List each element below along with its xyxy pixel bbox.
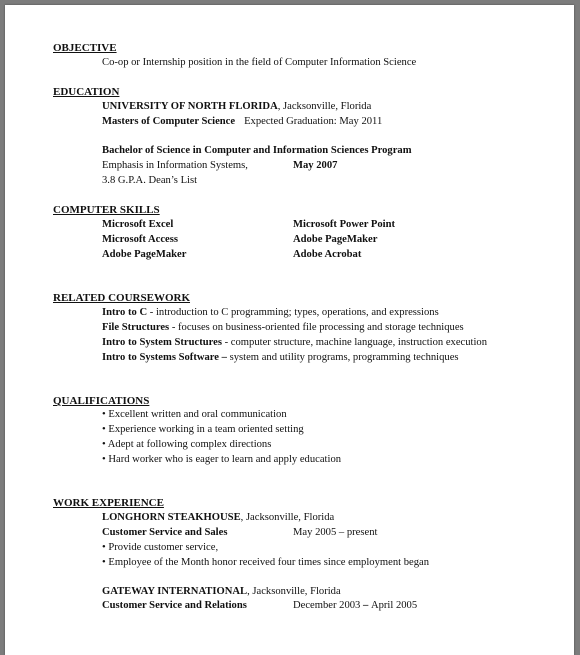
qualifications-heading: QUALIFICATIONS — [53, 395, 150, 407]
job2-date-separator: – — [360, 600, 371, 611]
coursework-item — [102, 336, 487, 350]
skills-heading: COMPUTER SKILLS — [53, 204, 160, 216]
skill-item: Microsoft Access — [102, 234, 178, 245]
course-description: system and utility programs, programming techniques — [226, 352, 459, 363]
job2-location: , Jacksonville, Florida — [247, 586, 341, 597]
course-description: - computer structure, machine language, instruction execution — [221, 337, 488, 348]
job1-dates: May 2005 – present — [293, 527, 378, 538]
qualification-item: • Excellent written and oral communication — [102, 409, 287, 420]
course-title: Intro to Systems Software – — [102, 352, 227, 363]
education-bachelor-date: May 2007 — [293, 160, 338, 171]
job2-employer-line — [102, 585, 341, 599]
education-heading: EDUCATION — [53, 86, 120, 98]
job2-employer: GATEWAY INTERNATIONAL — [102, 586, 248, 597]
coursework-item — [102, 351, 459, 365]
course-title: Intro to System Structures — [102, 337, 222, 348]
coursework-item — [102, 321, 464, 335]
job2-title: Customer Service and Relations — [102, 600, 247, 611]
job1-employer-line — [102, 511, 334, 525]
education-degree-masters — [102, 115, 382, 129]
qualification-item: • Adept at following complex directions — [102, 439, 272, 450]
course-description: - introduction to C programming; types, operations, and expressions — [147, 307, 439, 318]
course-title: File Structures — [102, 322, 170, 333]
job1-bullet: • Employee of the Month honor received four times since employment began — [102, 557, 430, 568]
job1-title: Customer Service and Sales — [102, 527, 228, 538]
job1-bullet: • Provide customer service, — [102, 542, 219, 553]
education-gpa: 3.8 G.P.A. Dean’s List — [102, 175, 198, 186]
school-location: , Jacksonville, Florida — [277, 101, 372, 112]
qualification-item: • Hard worker who is eager to learn and apply education — [102, 454, 342, 465]
degree-masters-name: Masters of Computer Science — [102, 116, 236, 127]
job2-dates — [293, 599, 417, 613]
job1-employer: LONGHORN STEAKHOUSE — [102, 512, 241, 523]
coursework-heading: RELATED COURSEWORK — [53, 292, 191, 304]
education-emphasis: Emphasis in Information Systems, — [102, 160, 248, 171]
objective-heading: OBJECTIVE — [53, 42, 117, 54]
work-heading: WORK EXPERIENCE — [53, 497, 164, 509]
job2-date-end: April 2005 — [370, 600, 418, 611]
skill-item: Adobe PageMaker — [102, 249, 187, 260]
course-title: Intro to C — [102, 307, 148, 318]
degree-masters-graduation: Expected Graduation: May 2011 — [244, 116, 383, 127]
job2-date-start: December 2003 — [293, 600, 361, 611]
skill-item: Microsoft Excel — [102, 219, 174, 230]
objective-text: Co-op or Internship position in the field of Computer Information Science — [102, 57, 417, 68]
skill-item: Microsoft Power Point — [293, 219, 395, 230]
school-name: UNIVERSITY OF NORTH FLORIDA — [102, 101, 278, 112]
course-description: - focuses on business-oriented file processing and storage techniques — [169, 322, 464, 333]
coursework-item — [102, 306, 439, 320]
education-school — [102, 100, 371, 114]
resume-page — [5, 5, 574, 655]
skill-item: Adobe PageMaker — [293, 234, 378, 245]
qualification-item: • Experience working in a team oriented setting — [102, 424, 304, 435]
skill-item: Adobe Acrobat — [293, 249, 362, 260]
education-degree-bachelor: Bachelor of Science in Computer and Information Sciences Program — [102, 145, 412, 156]
job1-location: , Jacksonville, Florida — [240, 512, 335, 523]
